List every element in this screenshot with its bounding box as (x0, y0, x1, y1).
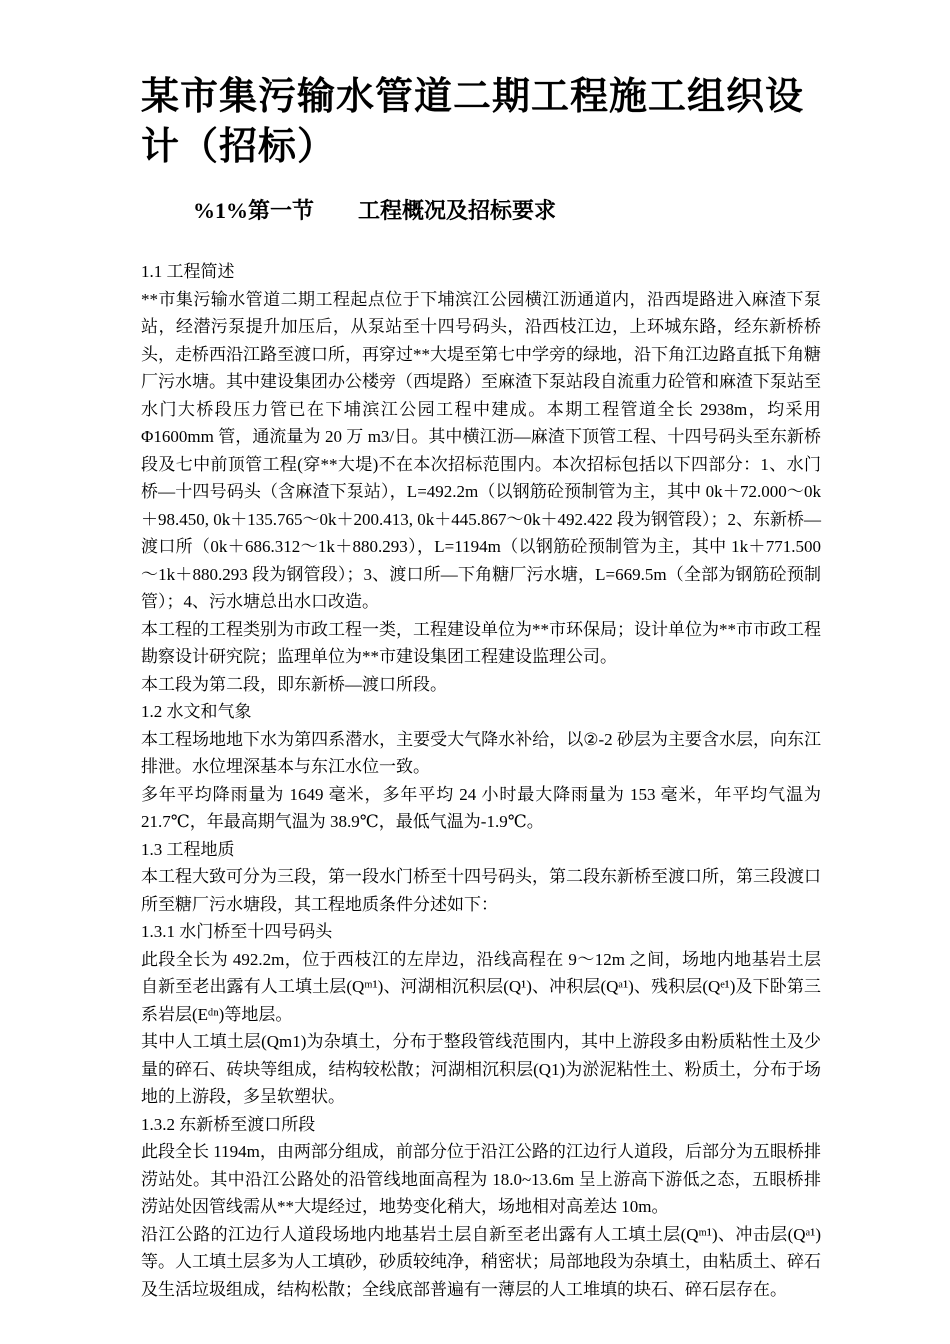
subheading-1-3: 1.3 工程地质 (141, 839, 235, 859)
document-title: 某市集污输水管道二期工程施工组织设计（招标） (141, 76, 805, 168)
paragraph-project-parties: 本工程的工程类别为市政工程一类，工程建设单位为**市环保局；设计单位为**市市政工程勘察设计研究院；监理单位为**市建设集团工程建设监理公司。 (141, 619, 821, 666)
subheading-1-1: 1.1 工程简述 (141, 262, 235, 281)
subheading-1-2: 1.2 水文和气象 (141, 702, 252, 721)
section-heading (193, 196, 821, 226)
subheading-1-3-1: 1.3.1 水门桥至十四号码头 (141, 922, 333, 941)
paragraph-geology-overview: 本工程大致可分为三段，第一段水门桥至十四号码头，第二段东新桥至渡口所，第三段渡口所至糖厂污水塘段，其工程地质条件分述如下： (141, 867, 821, 914)
paragraph-segment1-strata: 此段全长为 492.2m，位于西枝江的左岸边，沿线高程在 9～12m 之间，场地内地基岩土层自新至老出露有人工填土层(Qᵐ¹)、河湖相沉积层(Q¹)、冲积层(Qᵃ¹)、残积层(Qᵉ¹)及下卧第三系岩层(Eᵈⁿ)等地层。 (141, 949, 821, 1024)
paragraph-segment1-fill: 其中人工填土层(Qm1)为杂填土，分布于整段管线范围内，其中上游段多由粉质粘性土及少量的碎石、砖块等组成，结构较松散；河湖相沉积层(Q1)为淤泥粘性土、粉质土，分布于场地的上游段，多呈软塑状。 (141, 1032, 821, 1106)
subheading-1-3-2: 1.3.2 东新桥至渡口所段 (141, 1114, 316, 1134)
paragraph-climate: 多年平均降雨量为 1649 毫米，多年平均 24 小时最大降雨量为 153 毫米，年平均气温为 21.7℃，年最高期气温为 38.9℃，最低气温为-1.9℃。 (141, 784, 821, 831)
section-number: %1%第一节 (193, 198, 315, 223)
paragraph-segment2-strata: 沿江公路的江边行人道段场地内地基岩土层自新至老出露有人工填土层(Qᵐ¹)、冲击层(Qᵃ¹)等。人工填土层多为人工填砂，砂质较纯净，稍密状；局部地段为杂填土，由粘质土、碎石及生活垃圾组成，结构松散；全线底部普遍有一薄层的人工堆填的块石、碎石层存在。 (141, 1224, 821, 1299)
paragraph-groundwater: 本工程场地地下水为第四系潜水，主要受大气降水补给，以②-2 砂层为主要含水层，向东江排泄。水位埋深基本与东江水位一致。 (141, 729, 821, 776)
section-title: 工程概况及招标要求 (358, 198, 557, 223)
paragraph-project-overview: **市集污输水管道二期工程起点位于下埔滨江公园横江沥通道内，沿西堤路进入麻渣下泵站，经潜污泵提升加压后，从泵站至十四号码头，沿西枝江边，上环城东路，经东新桥桥头，走桥西沿江路至渡口所，再穿过**大堤至第七中学旁的绿地，沿下角江边路直抵下角糖厂污水塘。其中建设集团办公楼旁（西堤路）至麻渣下泵站段自流重力砼管和麻渣下泵站至水门大桥段压力管已在下埔滨江公园工程中建成。本期工程管道全长 2938m，均采用 Φ1600mm 管，通流量为 20 万 m3/日。其中横江沥—麻渣下顶管工程、十四号码头至东新桥段及七中前顶管工程(穿**大堤)不在本次招标范围内。本次招标包括以下四部分：1、水门桥—十四号码头（含麻渣下泵站），L=492.2m（以钢筋砼预制管为主，其中 0k＋72.000～0k＋98.450, 0k＋135.765～0k＋200.413, 0k＋445.867～0k＋492.422 段为钢管段）；2、东新桥—渡口所（0k＋686.312～1k＋880.293），L=1194m（以钢筋砼预制管为主，其中 1k＋771.500～1k＋880.293 段为钢管段）；3、渡口所—下角糖厂污水塘，L=669.5m（全部为钢筋砼预制管）；4、污水塘总出水口改造。 (141, 289, 821, 611)
document-body (141, 258, 821, 1303)
paragraph-segment2-terrain: 此段全长 1194m，由两部分组成，前部分位于沿江公路的江边行人道段，后部分为五眼桥排涝站处。其中沿江公路处的沿管线地面高程为 18.0~13.6m 呈上游高下游低之态，五眼桥排涝站处因管线需从**大堤经过，地势变化稍大，场地相对高差达 10m。 (141, 1142, 821, 1216)
paragraph-current-section: 本工段为第二段，即东新桥—渡口所段。 (141, 674, 447, 694)
